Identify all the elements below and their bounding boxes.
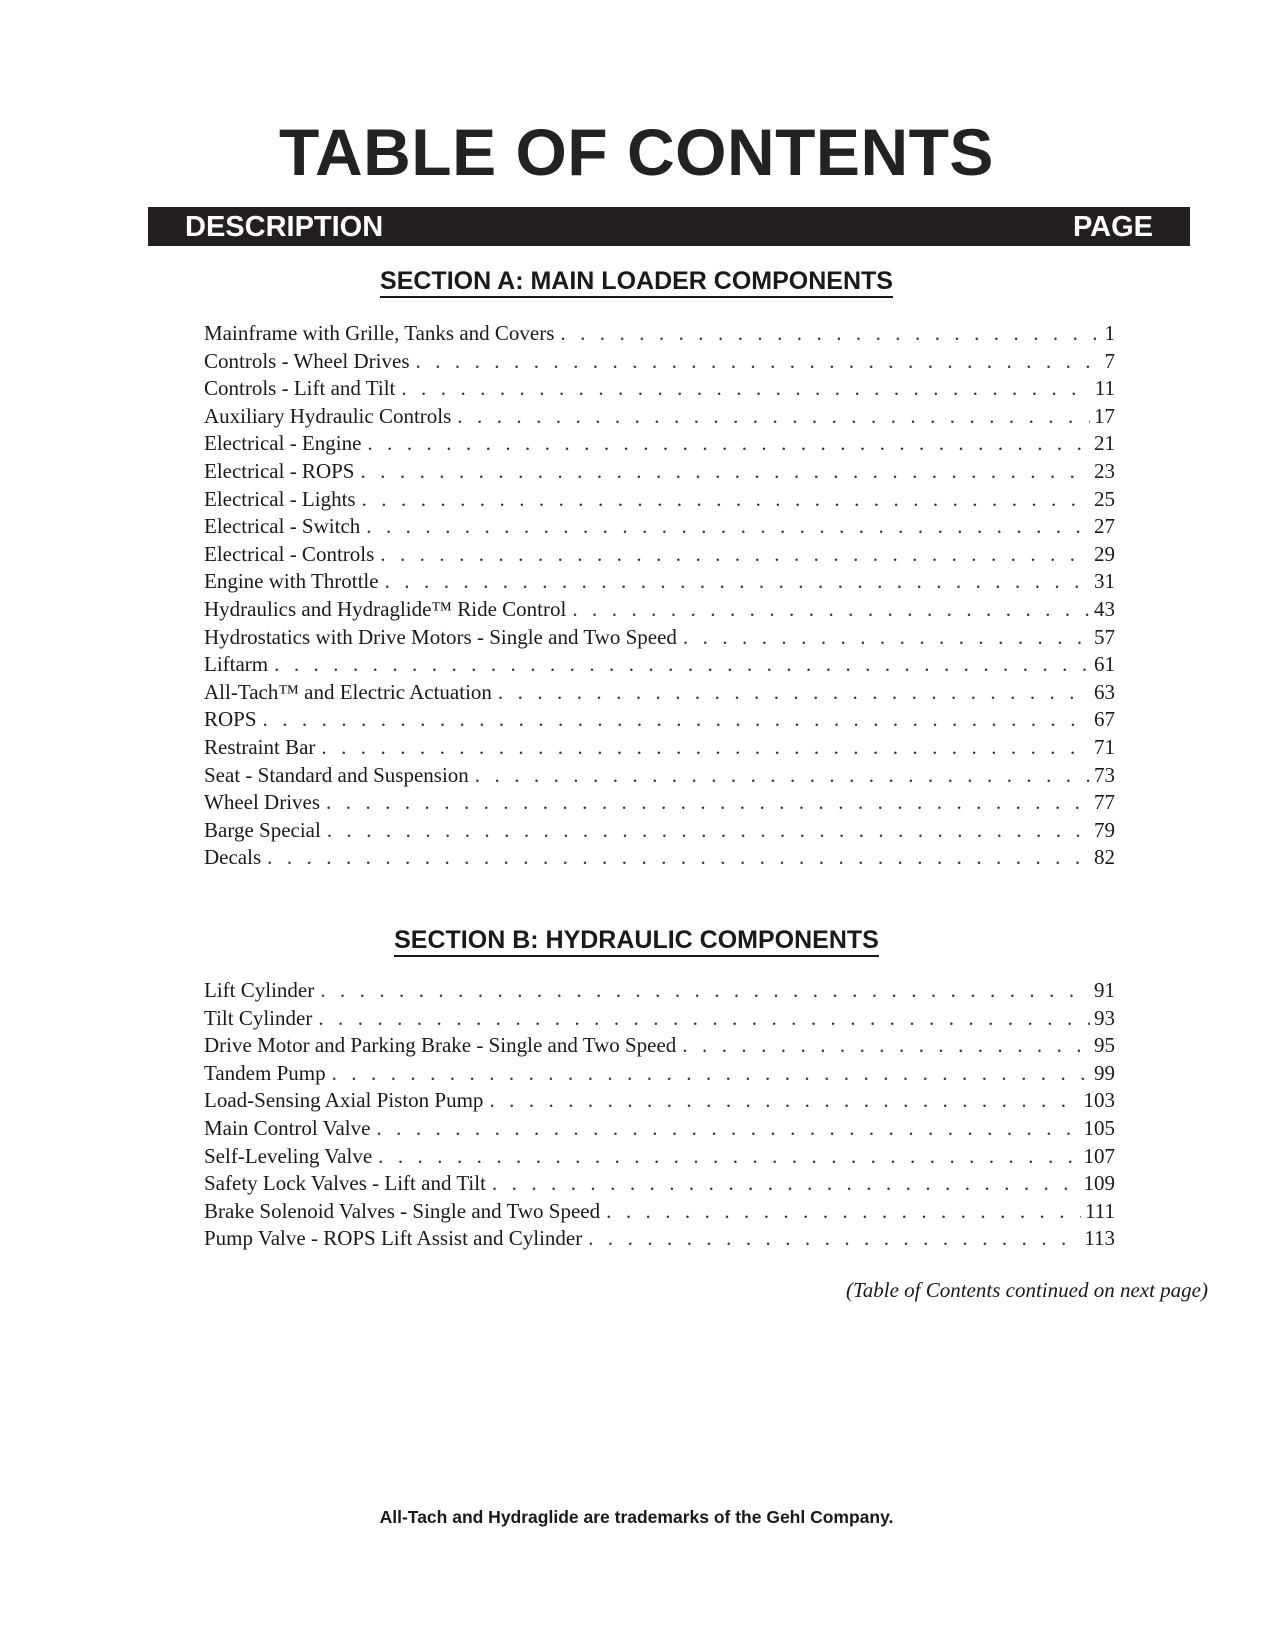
toc-entry-page-number: 73 bbox=[1094, 762, 1115, 787]
toc-entry bbox=[204, 789, 1115, 817]
toc-entry bbox=[204, 1198, 1115, 1226]
toc-entry-label: Restraint Bar bbox=[204, 734, 316, 759]
toc-entry-label: Main Control Valve bbox=[204, 1115, 371, 1140]
dot-leader bbox=[489, 1087, 1079, 1115]
section-b-entry-list bbox=[204, 977, 1115, 1253]
toc-entry-page-number: 105 bbox=[1083, 1115, 1115, 1140]
column-header-bar bbox=[148, 207, 1190, 246]
section-a-entry-list bbox=[204, 320, 1115, 872]
toc-entry-label: ROPS bbox=[204, 707, 257, 732]
dot-leader bbox=[362, 486, 1090, 514]
toc-entry-label: Electrical - ROPS bbox=[204, 458, 355, 483]
dot-leader bbox=[416, 348, 1101, 376]
dot-leader bbox=[263, 706, 1090, 734]
toc-entry-label: Seat - Standard and Suspension bbox=[204, 762, 469, 787]
dot-leader bbox=[321, 734, 1090, 762]
dot-leader bbox=[606, 1198, 1081, 1226]
page-title: TABLE OF CONTENTS bbox=[279, 115, 994, 189]
toc-entry-label: Lift Cylinder bbox=[204, 978, 315, 1002]
toc-entry-label: Electrical - Engine bbox=[204, 431, 362, 456]
toc-entry-label: Electrical - Switch bbox=[204, 514, 361, 539]
toc-entry bbox=[204, 1005, 1115, 1033]
toc-entry-page-number: 82 bbox=[1094, 845, 1115, 870]
toc-entry bbox=[204, 1143, 1115, 1171]
toc-entry bbox=[204, 541, 1115, 569]
dot-leader bbox=[682, 1032, 1090, 1060]
toc-entry-label: Mainframe with Grille, Tanks and Covers bbox=[204, 321, 555, 345]
toc-entry-label: Decals bbox=[204, 845, 262, 870]
toc-entry bbox=[204, 1060, 1115, 1088]
dot-leader bbox=[332, 1060, 1090, 1088]
toc-entry-label: Tilt Cylinder bbox=[204, 1005, 313, 1030]
toc-entry bbox=[204, 403, 1115, 431]
toc-entry bbox=[204, 320, 1115, 348]
toc-entry bbox=[204, 706, 1115, 734]
dot-leader bbox=[267, 844, 1090, 872]
section-b-heading bbox=[0, 925, 1273, 955]
toc-entry bbox=[204, 762, 1115, 790]
continued-note: (Table of Contents continued on next page) bbox=[845, 1278, 1208, 1302]
dot-leader bbox=[572, 596, 1090, 624]
toc-entry bbox=[204, 486, 1115, 514]
toc-entry bbox=[204, 734, 1115, 762]
dot-leader bbox=[378, 1143, 1079, 1171]
toc-entry bbox=[204, 1115, 1115, 1143]
dot-leader bbox=[385, 568, 1090, 596]
toc-entry bbox=[204, 430, 1115, 458]
toc-entry bbox=[204, 651, 1115, 679]
toc-entry-page-number: 43 bbox=[1094, 596, 1115, 621]
toc-entry-page-number: 17 bbox=[1094, 403, 1115, 428]
toc-entry bbox=[204, 1170, 1115, 1198]
toc-entry bbox=[204, 596, 1115, 624]
toc-entry-page-number: 31 bbox=[1094, 569, 1115, 594]
toc-entry-label: Engine with Throttle bbox=[204, 569, 379, 594]
toc-entry-page-number: 95 bbox=[1094, 1033, 1115, 1058]
toc-entry-page-number: 1 bbox=[1104, 321, 1115, 345]
dot-leader bbox=[366, 513, 1090, 541]
toc-entry-page-number: 99 bbox=[1094, 1060, 1115, 1085]
toc-entry bbox=[204, 1225, 1115, 1253]
toc-entry bbox=[204, 458, 1115, 486]
toc-entry-page-number: 93 bbox=[1094, 1005, 1115, 1030]
dot-leader bbox=[683, 624, 1090, 652]
toc-entry bbox=[204, 348, 1115, 376]
toc-entry-label: Electrical - Controls bbox=[204, 541, 375, 566]
description-column-header: DESCRIPTION bbox=[185, 211, 384, 243]
section-b-heading-text: SECTION B: HYDRAULIC COMPONENTS bbox=[394, 926, 879, 957]
toc-entry-label: Barge Special bbox=[204, 817, 321, 842]
toc-entry-page-number: 63 bbox=[1094, 679, 1115, 704]
toc-entry-page-number: 103 bbox=[1083, 1088, 1115, 1113]
toc-entry bbox=[204, 568, 1115, 596]
toc-entry-label: Auxiliary Hydraulic Controls bbox=[204, 403, 452, 428]
toc-entry bbox=[204, 1032, 1115, 1060]
toc-entry-page-number: 107 bbox=[1083, 1143, 1115, 1168]
toc-entry bbox=[204, 817, 1115, 845]
toc-entry-label: Electrical - Lights bbox=[204, 486, 356, 511]
dot-leader bbox=[326, 789, 1090, 817]
toc-entry-page-number: 61 bbox=[1094, 652, 1115, 677]
toc-entry-label: Drive Motor and Parking Brake - Single and Two Speed bbox=[204, 1033, 677, 1058]
toc-entry-label: Liftarm bbox=[204, 652, 269, 677]
toc-entry bbox=[204, 977, 1115, 1005]
toc-entry-page-number: 29 bbox=[1094, 541, 1115, 566]
toc-entry-label: Hydrostatics with Drive Motors - Single and Two Speed bbox=[204, 624, 677, 649]
toc-entry bbox=[204, 844, 1115, 872]
toc-entry-page-number: 57 bbox=[1094, 624, 1115, 649]
toc-entry-label: Controls - Lift and Tilt bbox=[204, 376, 396, 401]
page-column-header: PAGE bbox=[1072, 211, 1153, 243]
dot-leader bbox=[380, 541, 1090, 569]
toc-entry-page-number: 111 bbox=[1085, 1198, 1115, 1223]
toc-entry-page-number: 23 bbox=[1094, 458, 1115, 483]
toc-entry-label: Safety Lock Valves - Lift and Tilt bbox=[204, 1171, 486, 1196]
toc-entry-label: Wheel Drives bbox=[204, 790, 321, 815]
dot-leader bbox=[376, 1115, 1079, 1143]
section-a-heading-text: SECTION A: MAIN LOADER COMPONENTS bbox=[380, 267, 893, 298]
toc-entry-label: Load-Sensing Axial Piston Pump bbox=[204, 1088, 484, 1113]
toc-entry-page-number: 25 bbox=[1094, 486, 1115, 511]
toc-entry bbox=[204, 513, 1115, 541]
dot-leader bbox=[367, 430, 1090, 458]
toc-entry-label: All-Tach™ and Electric Actuation bbox=[204, 679, 492, 704]
dot-leader bbox=[274, 651, 1090, 679]
toc-entry-page-number: 79 bbox=[1094, 817, 1115, 842]
toc-entry bbox=[204, 375, 1115, 403]
toc-entry-label: Self-Leveling Valve bbox=[204, 1143, 373, 1168]
section-a-heading bbox=[0, 266, 1273, 296]
dot-leader bbox=[475, 762, 1090, 790]
dot-leader bbox=[320, 977, 1090, 1005]
toc-entry bbox=[204, 624, 1115, 652]
toc-entry-page-number: 67 bbox=[1094, 707, 1115, 732]
dot-leader bbox=[560, 320, 1100, 348]
toc-entry bbox=[204, 679, 1115, 707]
toc-entry-page-number: 113 bbox=[1084, 1226, 1115, 1251]
trademark-footer: All-Tach and Hydraglide are trademarks of the Gehl Company. bbox=[379, 1507, 894, 1527]
dot-leader bbox=[318, 1005, 1090, 1033]
dot-leader bbox=[498, 679, 1090, 707]
toc-entry-page-number: 11 bbox=[1094, 376, 1115, 401]
toc-entry-page-number: 7 bbox=[1104, 348, 1115, 373]
toc-entry-page-number: 91 bbox=[1094, 978, 1115, 1002]
dot-leader bbox=[492, 1170, 1080, 1198]
toc-entry-page-number: 71 bbox=[1094, 734, 1115, 759]
dot-leader bbox=[327, 817, 1090, 845]
toc-entry-page-number: 27 bbox=[1094, 514, 1115, 539]
dot-leader bbox=[457, 403, 1090, 431]
toc-entry-label: Brake Solenoid Valves - Single and Two Speed bbox=[204, 1198, 601, 1223]
toc-entry bbox=[204, 1087, 1115, 1115]
dot-leader bbox=[401, 375, 1090, 403]
toc-entry-label: Controls - Wheel Drives bbox=[204, 348, 410, 373]
toc-entry-label: Hydraulics and Hydraglide™ Ride Control bbox=[204, 596, 567, 621]
toc-entry-page-number: 109 bbox=[1083, 1171, 1115, 1196]
toc-entry-label: Tandem Pump bbox=[204, 1060, 326, 1085]
toc-entry-page-number: 21 bbox=[1094, 431, 1115, 456]
dot-leader bbox=[588, 1225, 1080, 1253]
toc-entry-label: Pump Valve - ROPS Lift Assist and Cylinder bbox=[204, 1226, 583, 1251]
dot-leader bbox=[360, 458, 1090, 486]
toc-entry-page-number: 77 bbox=[1094, 790, 1115, 815]
